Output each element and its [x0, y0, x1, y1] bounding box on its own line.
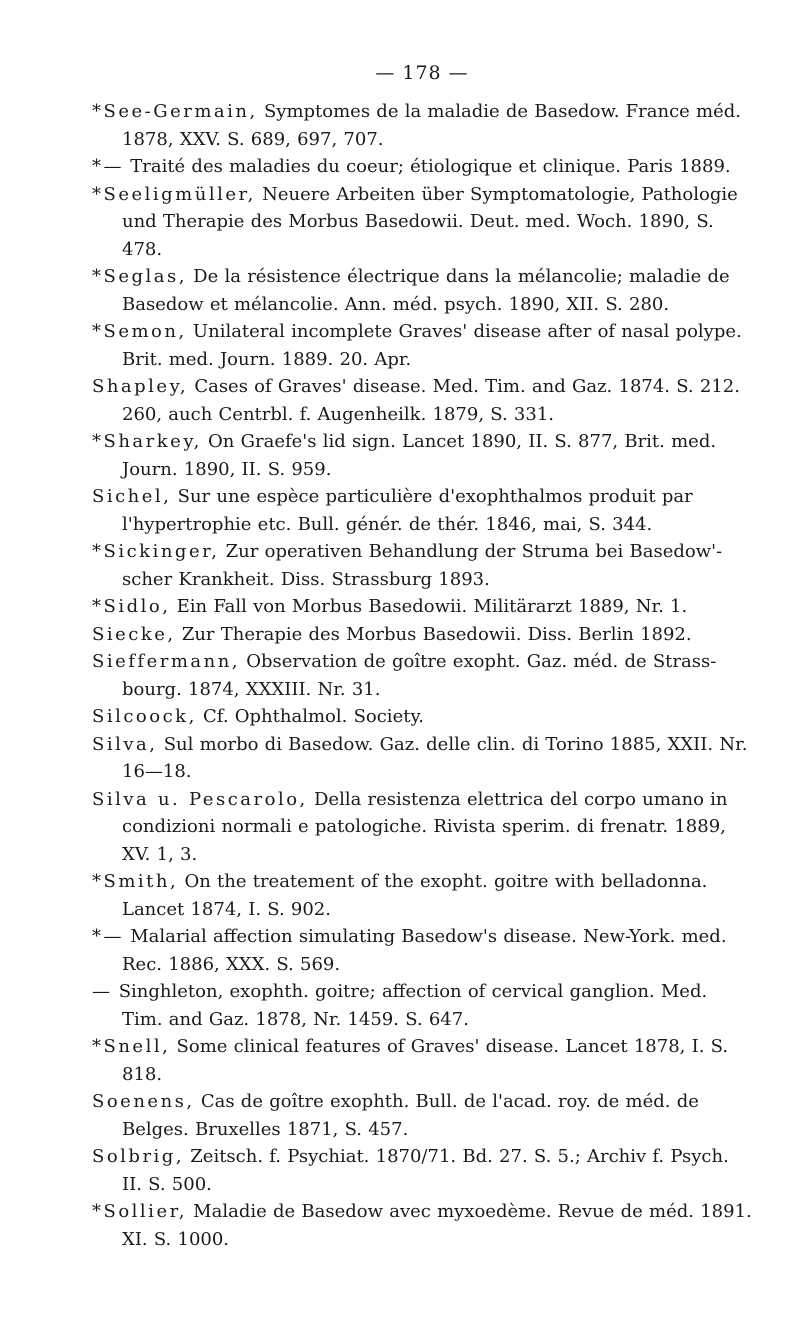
entry-text: Zur operativen Behandlung der Struma bei Basedow'-scher Krankheit. Diss. Strassburg 1893.	[122, 541, 723, 590]
bibliography-entry	[92, 868, 752, 923]
bibliography-entry	[92, 1088, 752, 1143]
entry-author: *—	[92, 926, 124, 947]
bibliography-entry	[92, 483, 752, 538]
bibliography-entry	[92, 1143, 752, 1198]
entry-text: Zeitsch. f. Psychiat. 1870/71. Bd. 27. S. 5.; Archiv f. Psych. II. S. 500.	[122, 1146, 729, 1195]
entry-text: De la résistence électrique dans la mélancolie; maladie de Basedow et mélancolie. Ann. méd. psych. 1890, XII. S. 280.	[122, 266, 730, 315]
bibliography-entry	[92, 731, 752, 786]
bibliography-entry	[92, 428, 752, 483]
bibliography-entry	[92, 181, 752, 264]
entry-author: Sieffermann,	[92, 651, 241, 672]
entry-text: Sur une espèce particulière d'exophthalmos produit par l'hypertrophie etc. Bull. génér. de thér. 1846, mai, S. 344.	[122, 486, 693, 535]
entry-author: Sichel,	[92, 486, 172, 507]
entry-text: Traité des maladies du coeur; étiologique et clinique. Paris 1889.	[124, 156, 731, 177]
entry-text: On the treatement of the exopht. goitre with belladonna. Lancet 1874, I. S. 902.	[122, 871, 708, 920]
entry-text: Some clinical features of Graves' disease. Lancet 1878, I. S. 818.	[122, 1036, 729, 1085]
entry-text: Neuere Arbeiten über Symptomatologie, Pathologie und Therapie des Morbus Basedowii. Deut. med. Woch. 1890, S. 478.	[122, 183, 738, 260]
entry-text: Maladie de Basedow avec myxoedème. Revue de méd. 1891. XI. S. 1000.	[122, 1201, 752, 1250]
entry-text: On Graefe's lid sign. Lancet 1890, II. S. 877, Brit. med. Journ. 1890, II. S. 959.	[122, 431, 717, 480]
bibliography-entry	[92, 373, 752, 428]
entry-author: *Sharkey,	[92, 431, 202, 452]
bibliography-entry	[92, 1033, 752, 1088]
bibliography-entry	[92, 786, 752, 869]
entry-author: Siecke,	[92, 623, 176, 645]
entry-text: Cas de goître exophth. Bull. de l'acad. roy. de méd. de Belges. Bruxelles 1871, S. 457.	[122, 1091, 699, 1140]
entry-author: Shapley,	[92, 376, 189, 397]
entry-text: Cf. Ophthalmol. Society.	[196, 706, 424, 727]
entry-author: Silcoock,	[92, 706, 197, 727]
entry-text: Cases of Graves' disease. Med. Tim. and Gaz. 1874. S. 212. 260, auch Centrbl. f. Augenheilk. 1879, S. 331.	[122, 376, 740, 425]
bibliography-entry	[92, 923, 752, 978]
entry-author: *Sidlo,	[92, 596, 171, 617]
entry-author: *Smith,	[92, 871, 179, 892]
entry-text: Observation de goître exopht. Gaz. méd. de Strass-bourg. 1874, XXXIII. Nr. 31.	[122, 651, 717, 700]
entry-author: *Seglas,	[92, 266, 187, 287]
entry-author: Solbrig,	[92, 1146, 185, 1167]
bibliography-entry	[92, 593, 752, 621]
entry-author: *Sollier,	[92, 1201, 187, 1222]
entry-text: Malarial affection simulating Basedow's disease. New-York. med. Rec. 1886, XXX. S. 569.	[122, 926, 727, 975]
bibliography-entry	[92, 153, 752, 181]
bibliography-entry	[92, 978, 752, 1033]
entry-author: Silva u. Pescarolo,	[92, 788, 308, 810]
bibliography-entry	[92, 318, 752, 373]
entry-text: Della resistenza elettrica del corpo umano in condizioni normali e patologiche. Rivista sperim. di frenatr. 1889, XV. 1, 3.	[122, 788, 728, 865]
entry-text: Singhleton, exophth. goitre; affection of cervical ganglion. Med. Tim. and Gaz. 1878, Nr. 1459. S. 647.	[112, 981, 708, 1030]
bibliography-entry	[92, 538, 752, 593]
bibliography-entry	[92, 98, 752, 153]
entry-text: Zur Therapie des Morbus Basedowii. Diss. Berlin 1892.	[175, 623, 692, 645]
entry-author: —	[92, 981, 113, 1002]
entry-text: Unilateral incomplete Graves' disease after of nasal polype. Brit. med. Journ. 1889. 20. Apr.	[122, 321, 742, 370]
entry-author: Silva,	[92, 733, 158, 755]
entry-author: Soenens,	[92, 1091, 195, 1112]
page-number: — 178 —	[375, 62, 469, 84]
entry-text: Symptomes de la maladie de Basedow. France méd. 1878, XXV. S. 689, 697, 707.	[122, 101, 742, 150]
bibliography-entry	[92, 648, 752, 703]
bibliography-list	[92, 98, 752, 1253]
bibliography-entry	[92, 621, 752, 649]
entry-author: *Snell,	[92, 1036, 171, 1057]
entry-author: *Semon,	[92, 321, 187, 342]
entry-text: Sul morbo di Basedow. Gaz. delle clin. di Torino 1885, XXII. Nr. 16—18.	[122, 733, 748, 782]
entry-author: *Sickinger,	[92, 541, 220, 562]
bibliography-entry	[92, 703, 752, 731]
entry-author: *See-Germain,	[92, 101, 258, 122]
bibliography-entry	[92, 263, 752, 318]
entry-text: Ein Fall von Morbus Basedowii. Militärarzt 1889, Nr. 1.	[170, 596, 688, 617]
entry-author: *—	[92, 156, 124, 177]
bibliography-entry	[92, 1198, 752, 1253]
entry-author: *Seeligmüller,	[92, 183, 256, 205]
